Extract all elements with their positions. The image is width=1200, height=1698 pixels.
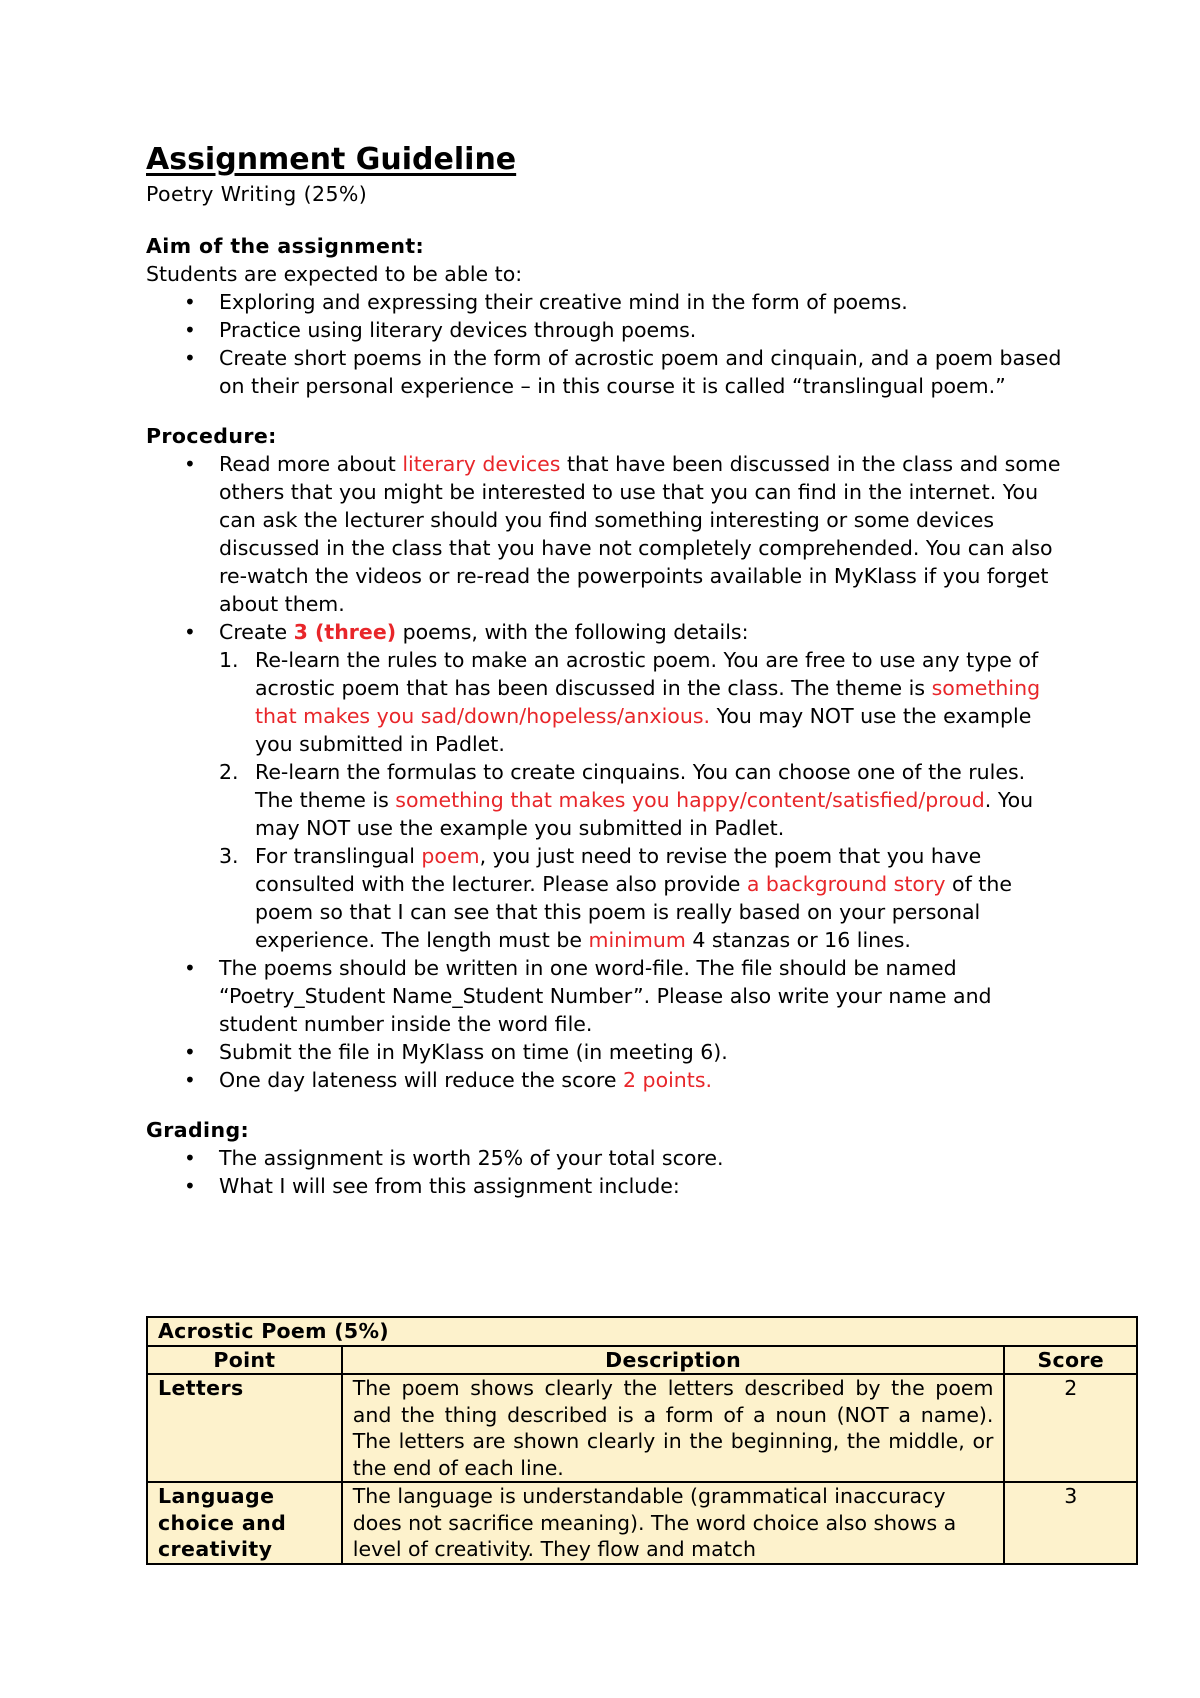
list-item: • The poems should be written in one word-file. The file should be named “Poetry_Student Name_Student Number”. Please also write your name and student number inside the word file.	[146, 954, 1136, 1038]
list-item: • Practice using literary devices through poems.	[146, 316, 1136, 344]
list-item: • Create short poems in the form of acrostic poem and cinquain, and a poem based on their personal experience – in this course it is called “translingual poem.”	[146, 344, 1136, 400]
list-item: • Submit the file in MyKlass on time (in meeting 6).	[146, 1038, 1136, 1066]
document-page	[146, 140, 1136, 1200]
table-row	[147, 1482, 1137, 1564]
highlight-text: a background story	[746, 872, 946, 896]
column-header-point: Point	[147, 1346, 342, 1375]
list-item: • Exploring and expressing their creative mind in the form of poems.	[146, 288, 1136, 316]
rubric-caption: Acrostic Poem (5%)	[147, 1317, 1137, 1346]
procedure-section	[146, 422, 1136, 1094]
grading-section	[146, 1116, 1136, 1200]
description-cell: The language is understandable (grammatical inaccuracy does not sacrifice meaning). The word choice also shows a level of creativity. They flow and match	[342, 1482, 1005, 1564]
column-header-score: Score	[1004, 1346, 1137, 1375]
list-item: • What I will see from this assignment include:	[146, 1172, 1136, 1200]
description-cell: The poem shows clearly the letters described by the poem and the thing described is a form of a noun (NOT a name). The letters are shown clearly in the beginning, the middle, or the end of each line.	[342, 1374, 1005, 1482]
aim-intro: Students are expected to be able to:	[146, 262, 523, 286]
rubric-table	[146, 1316, 1138, 1565]
score-cell: 3	[1004, 1482, 1137, 1564]
document-subtitle: Poetry Writing (25%)	[146, 182, 368, 206]
highlight-text: minimum	[588, 928, 686, 952]
highlight-text: 2 points.	[623, 1068, 713, 1092]
grading-list	[146, 1144, 1136, 1200]
list-item: • One day lateness will reduce the score 2 points.	[146, 1066, 1136, 1094]
list-item: • The assignment is worth 25% of your total score.	[146, 1144, 1136, 1172]
step-item: 1. Re-learn the rules to make an acrostic poem. You are free to use any type of acrostic poem that has been discussed in the class. The theme is something that makes you sad/down/hopeless/anxious. You may NOT use the example you submitted in Padlet.	[219, 648, 1041, 756]
highlight-text: 3 (three)	[293, 620, 397, 644]
poem-steps-list	[219, 646, 1136, 954]
procedure-heading: Procedure:	[146, 424, 277, 448]
point-cell: Language choice and creativity	[147, 1482, 342, 1564]
rubric-header-row	[147, 1346, 1137, 1375]
highlight-text: something that makes you happy/content/satisfied/proud	[395, 788, 985, 812]
point-cell: Letters	[147, 1374, 342, 1482]
column-header-description: Description	[342, 1346, 1005, 1375]
aim-heading: Aim of the assignment:	[146, 234, 425, 258]
rubric-caption-row	[147, 1317, 1137, 1346]
list-item: • Create 3 (three) poems, with the following details: 1. Re-learn the rules to make an acrostic poem. You are free to use any type of acrostic poem that has been discussed in the class. The theme is something that makes you sad/down/hopeless/anxious. You may NOT use the example you submitted in Padlet. 2. Re-learn the formulas to create cinquains. You can choose one of the rules. The theme is something that makes you happy/content/satisfied/proud. You may NOT use the example you submitted in Padlet. 3. For translingual poem, you just need to revise the poem that you have consulted with the lecturer. Please also provide a background story of the poem so that I can see that this poem is really based on your personal experience. The length must be minimum 4 stanzas or 16 lines.	[146, 618, 1136, 954]
step-item: 3. For translingual poem, you just need to revise the poem that you have consulted with the lecturer. Please also provide a background story of the poem so that I can see that this poem is really based on your personal experience. The length must be minimum 4 stanzas or 16 lines.	[219, 844, 1012, 952]
score-cell: 2	[1004, 1374, 1137, 1482]
highlight-text: literary devices	[402, 452, 561, 476]
table-row	[147, 1374, 1137, 1482]
aim-section	[146, 232, 1136, 400]
aim-list	[146, 288, 1136, 400]
document-title: Assignment Guideline	[146, 142, 517, 177]
step-item: 2. Re-learn the formulas to create cinquains. You can choose one of the rules. The theme is something that makes you happy/content/satisfied/proud. You may NOT use the example you submitted in Padlet.	[219, 760, 1034, 840]
procedure-list	[146, 450, 1136, 1094]
list-item: • Read more about literary devices that have been discussed in the class and some others that you might be interested to use that you can find in the internet. You can ask the lecturer should you find something interesting or some devices discussed in the class that you have not completely comprehended. You can also re-watch the videos or re-read the powerpoints available in MyKlass if you forget about them.	[146, 450, 1136, 618]
highlight-text: something that makes you sad/down/hopeless/anxious.	[255, 676, 1041, 728]
highlight-text: poem	[421, 844, 480, 868]
grading-heading: Grading:	[146, 1118, 250, 1142]
